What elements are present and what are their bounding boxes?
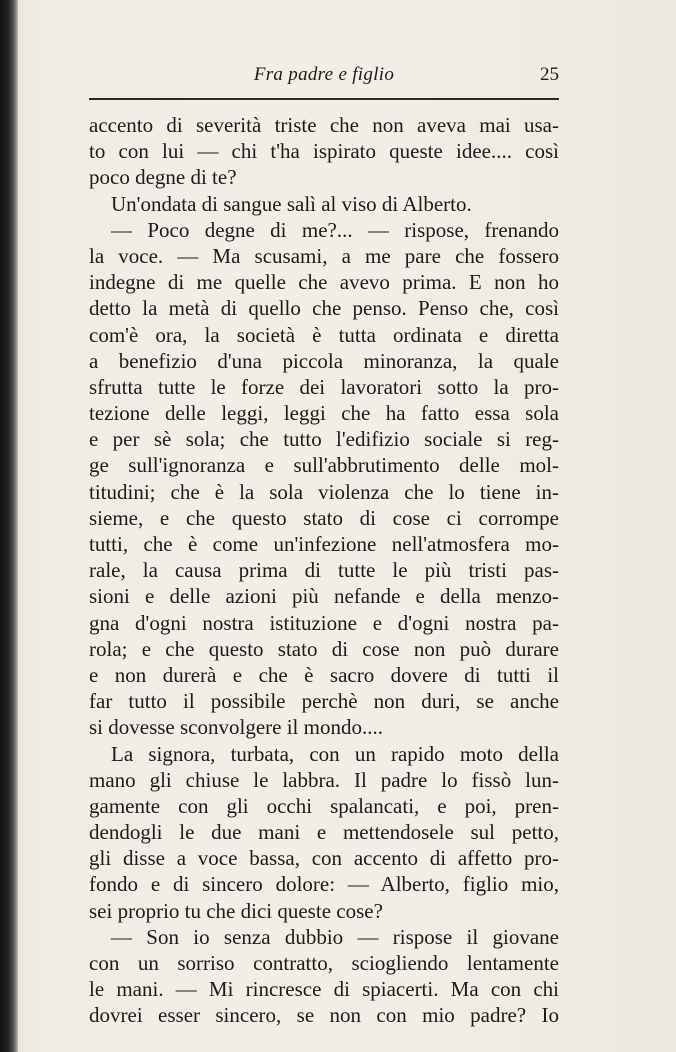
page-header (89, 64, 559, 90)
text-line: dendogli le due mani e mettendosele sul petto, (89, 820, 559, 845)
text-line: con un sorriso contratto, sciogliendo lentamente (89, 951, 559, 975)
text-line: — Poco degne di me?... — rispose, frenando (111, 217, 559, 242)
running-title: Fra padre e figlio (253, 64, 395, 85)
text-line: poco degne di te? (89, 165, 237, 190)
text-line: indegne di me quelle che avevo prima. E non ho (89, 270, 559, 295)
text-line: si dovesse sconvolgere il mondo.... (89, 715, 383, 740)
text-line: fondo e di sincero dolore: — Alberto, figlio mio, (89, 872, 559, 897)
text-line: dovrei esser sincero, se non con mio padre? Io (89, 1003, 559, 1028)
text-line: gli disse a voce bassa, con accento di affetto pro- (89, 846, 559, 871)
text-line: sfrutta tutte le forze dei lavoratori sotto la pro- (89, 374, 559, 399)
text-line: le mani. — Mi rincresce di spiacerti. Ma con chi (89, 977, 559, 1002)
text-line: gamente con gli occhi spalancati, e poi, pren- (89, 793, 559, 818)
text-line: detto la metà di quello che penso. Penso che, così (89, 296, 559, 321)
text-line: Un'ondata di sangue salì al viso di Alberto. (111, 191, 472, 216)
text-line: com'è ora, la società è tutta ordinata e diretta (89, 322, 559, 347)
text-line: to con lui — chi t'ha ispirato queste idee.... così (89, 139, 559, 164)
text-line: accento di severità triste che non aveva mai usa- (89, 113, 559, 137)
text-line: — Son io senza dubbio — rispose il giovane (111, 924, 559, 949)
text-line: e per sè sola; che tutto l'edifizio sociale si reg- (89, 427, 559, 452)
text-line: titudini; che è la sola violenza che lo tiene in- (89, 479, 559, 504)
page-number: 25 (540, 64, 559, 85)
book-spine-shadow (0, 0, 18, 1052)
text-line: tutti, che è come un'infezione nell'atmosfera mo- (89, 532, 559, 556)
text-line: sei proprio tu che dici queste cose? (89, 898, 383, 923)
text-line: tezione delle leggi, leggi che ha fatto essa sola (89, 401, 559, 426)
text-line: la voce. — Ma scusami, a me pare che fossero (89, 243, 559, 268)
text-line: mano gli chiuse le labbra. Il padre lo fissò lun- (89, 767, 559, 792)
body-text (89, 112, 559, 1029)
header-rule (89, 98, 559, 100)
text-line: La signora, turbata, con un rapido moto della (111, 741, 559, 766)
text-line: sieme, e che questo stato di cose ci corrompe (89, 505, 559, 530)
text-line: rale, la causa prima di tutte le più tristi pas- (89, 558, 559, 583)
text-line: far tutto il possibile perchè non duri, se anche (89, 689, 559, 714)
text-line: rola; e che questo stato di cose non può durare (89, 636, 559, 661)
text-line: ge sull'ignoranza e sull'abbrutimento delle mol- (89, 453, 559, 478)
text-line: gna d'ogni nostra istituzione e d'ogni nostra pa- (89, 610, 559, 635)
text-line: a benefizio d'una piccola minoranza, la quale (89, 348, 559, 373)
text-line: sioni e delle azioni più nefande e della menzo- (89, 584, 559, 609)
text-line: e non durerà e che è sacro dovere di tutti il (89, 662, 559, 687)
